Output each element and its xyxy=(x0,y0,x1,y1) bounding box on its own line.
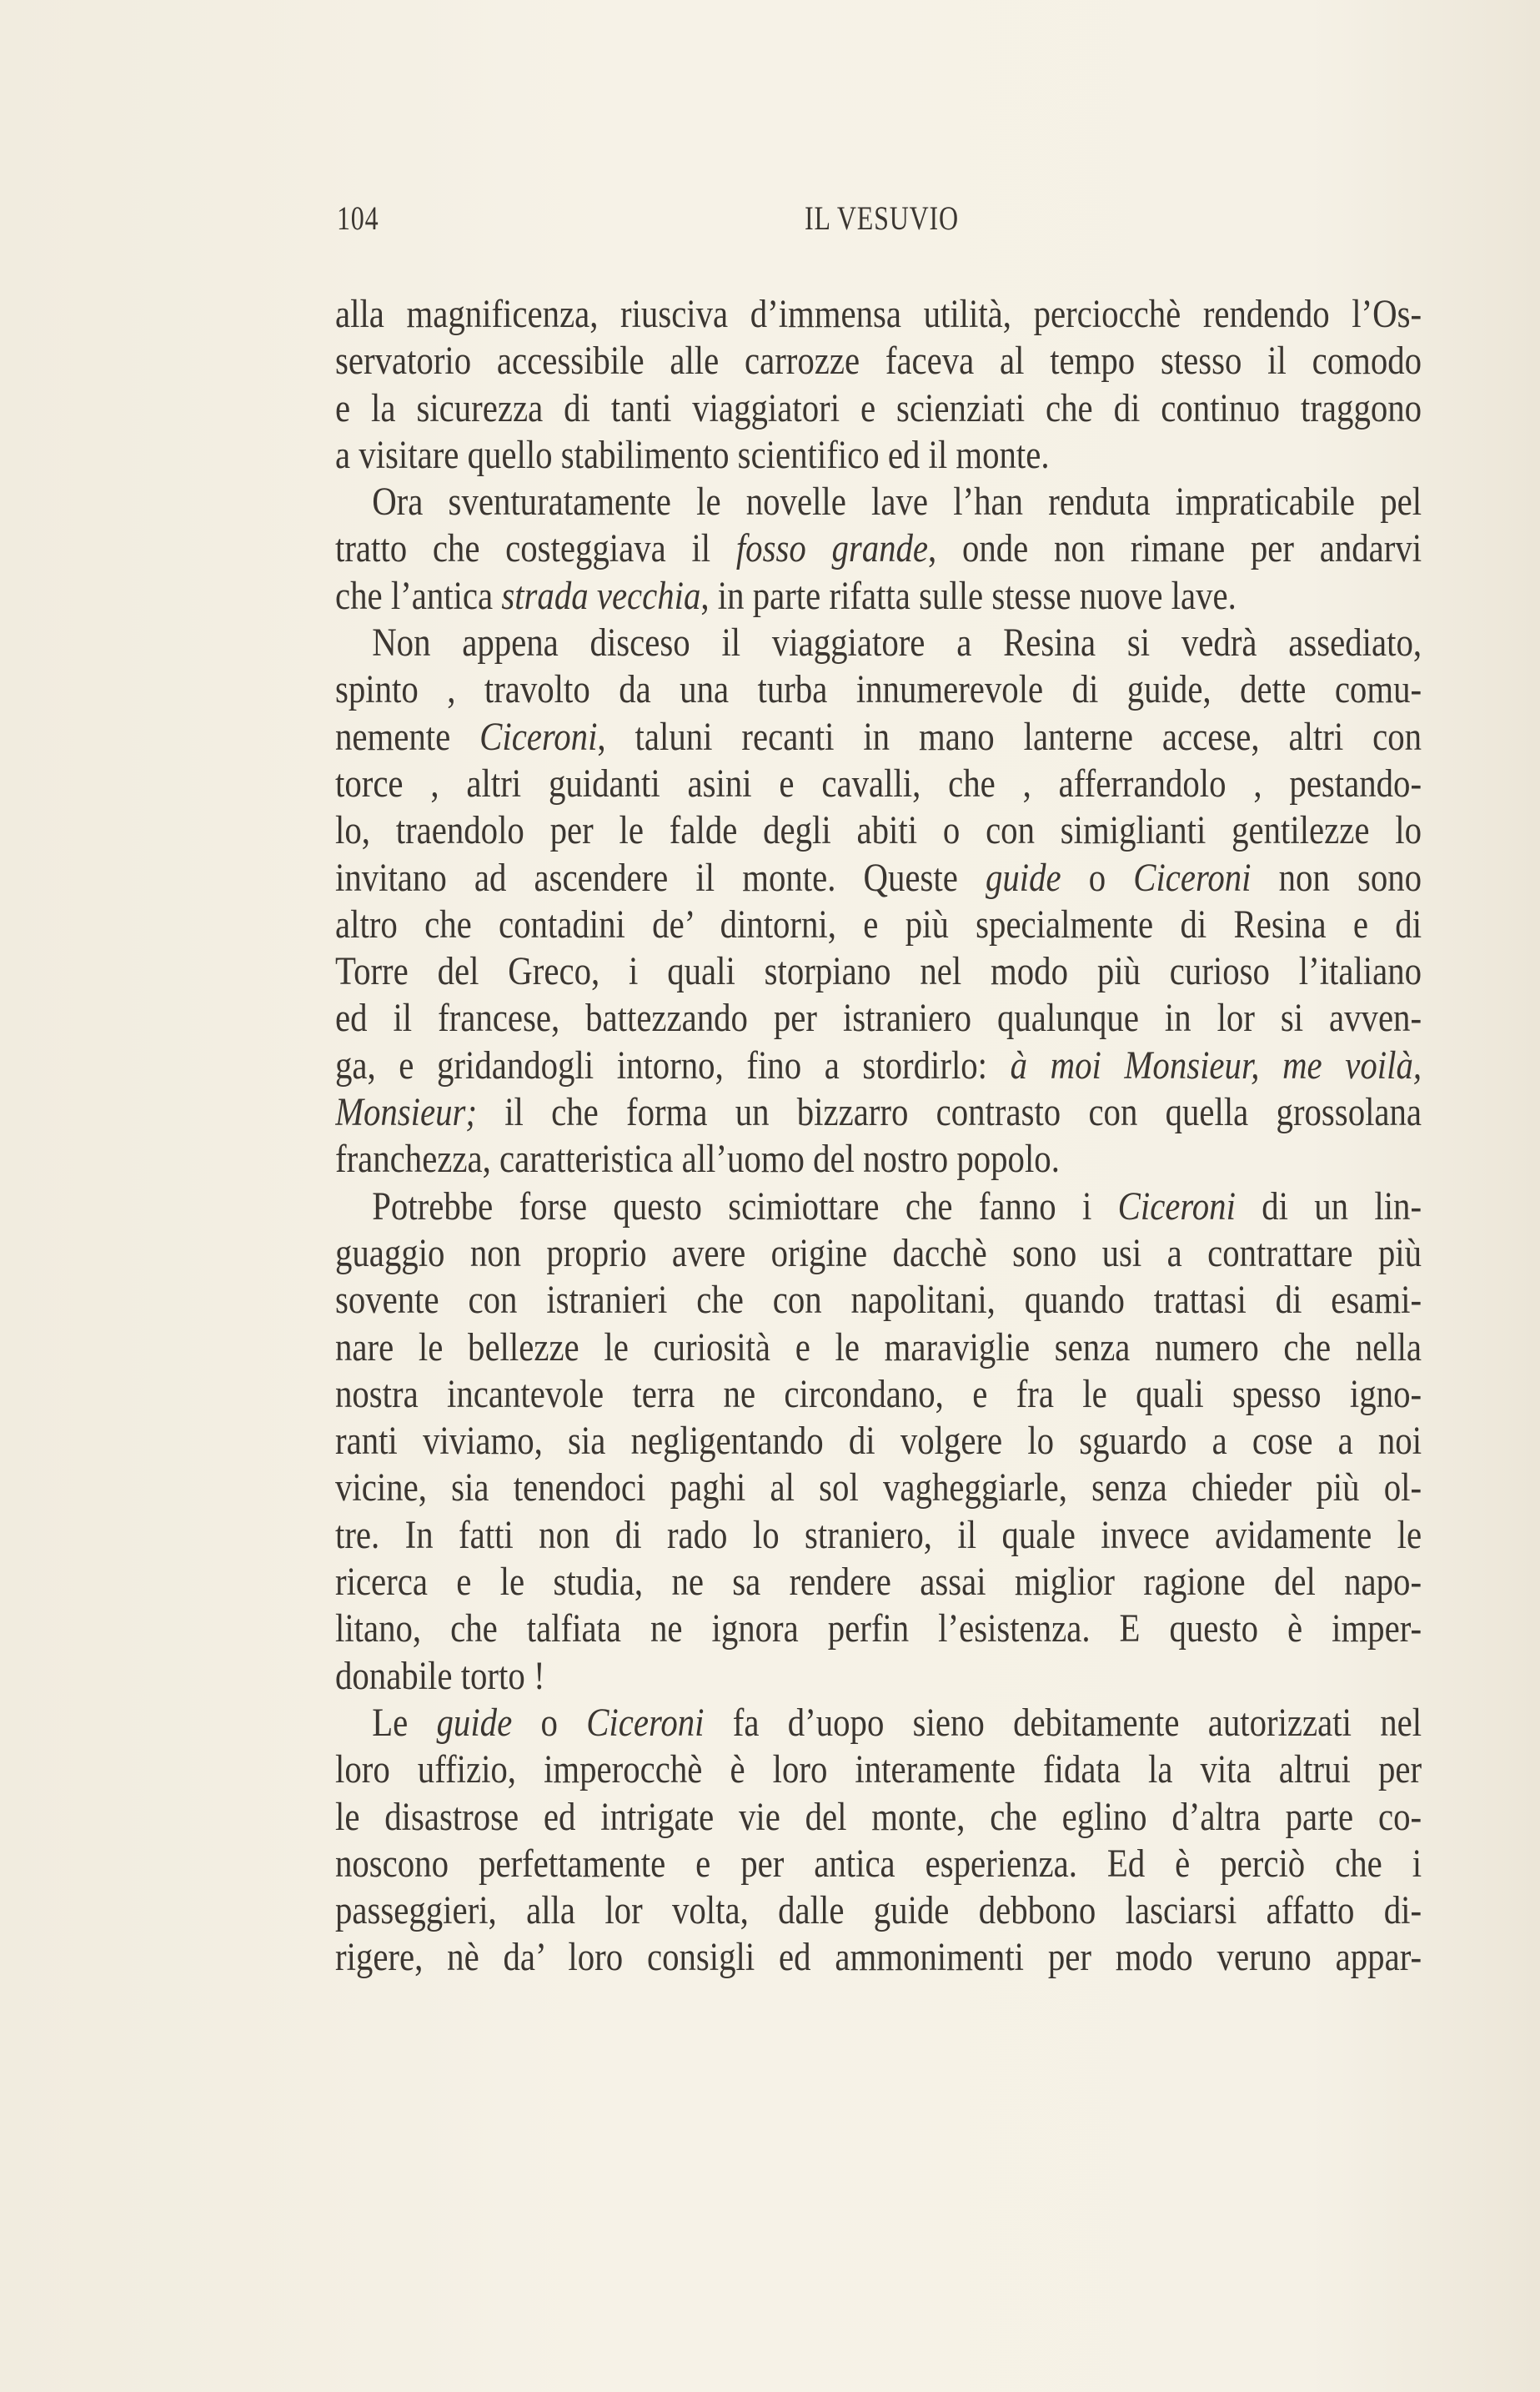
text-segment: le disastrose ed intrigate vie del monte, che eglino d’altra parte co- xyxy=(335,1794,1422,1839)
text-segment: Le xyxy=(372,1700,437,1745)
text-segment: non sono xyxy=(1251,855,1422,900)
text-segment: fa d’uopo sieno debitamente autorizzati nel xyxy=(704,1700,1422,1745)
text-line xyxy=(335,1512,1422,1559)
text-line xyxy=(335,1606,1422,1652)
text-line xyxy=(335,855,1422,902)
italic-text: guide xyxy=(985,855,1061,900)
text-line xyxy=(335,1559,1422,1606)
italic-text: Ciceroni xyxy=(586,1700,705,1745)
text-line xyxy=(335,1183,1422,1230)
text-segment: vicine, sia tenendoci paghi al sol vagheggiarle, senza chieder più ol- xyxy=(335,1465,1422,1510)
text-line xyxy=(335,620,1422,666)
text-segment: ed il francese, battezzando per istraniero qualunque in lor si avven- xyxy=(335,996,1422,1041)
text-line xyxy=(335,714,1422,761)
text-segment: loro uffizio, imperocchè è loro interamente fidata la vita altrui per xyxy=(335,1747,1422,1792)
text-segment: franchezza, caratteristica all’uomo del nostro popolo. xyxy=(335,1137,1060,1182)
text-segment: ga, e gridandogli intorno, fino a stordirlo: xyxy=(335,1043,1011,1088)
text-segment: guaggio non proprio avere origine dacchè sono usi a contrattare più xyxy=(335,1230,1422,1275)
text-segment: servatorio accessibile alle carrozze faceva al tempo stesso il comodo xyxy=(335,339,1422,384)
text-segment: Ora sventuratamente le novelle lave l’han renduta impraticabile pel xyxy=(372,480,1422,525)
text-segment: , onde non rimane per andarvi xyxy=(928,526,1422,571)
text-segment: , taluni recanti in mano lanterne accese, altri con xyxy=(597,714,1422,759)
text-line xyxy=(335,948,1422,995)
text-line xyxy=(335,807,1422,854)
italic-text: strada vecchia xyxy=(501,573,701,618)
italic-text: Ciceroni xyxy=(1117,1183,1236,1229)
text-segment: alla magnificenza, riusciva d’immensa utilità, perciocchè rendendo l’Os- xyxy=(335,292,1422,336)
text-segment: ranti viviamo, sia negligentando di volgere lo sguardo a cose a noi xyxy=(335,1419,1422,1464)
text-segment: , in parte rifatta sulle stesse nuove lave. xyxy=(700,573,1237,618)
text-segment: che l’antica xyxy=(335,573,502,618)
text-line xyxy=(335,1841,1422,1887)
text-segment: di un lin- xyxy=(1235,1183,1422,1229)
italic-text: Ciceroni xyxy=(1133,855,1252,900)
text-line xyxy=(335,1371,1422,1418)
text-line xyxy=(335,1043,1422,1089)
text-line xyxy=(335,1700,1422,1746)
text-segment: invitano ad ascendere il monte. Queste xyxy=(335,855,986,900)
text-segment: passeggieri, alla lor volta, dalle guide debbono lasciarsi affatto di- xyxy=(335,1888,1422,1933)
text-segment: rigere, nè da’ loro consigli ed ammonimenti per modo veruno appar- xyxy=(335,1935,1422,1980)
text-segment: noscono perfettamente e per antica esperienza. Ed è perciò che i xyxy=(335,1841,1422,1886)
text-segment: Non appena disceso il viaggiatore a Resina si vedrà assediato, xyxy=(372,621,1422,666)
italic-text: à moi Monsieur, me voilà, xyxy=(1010,1043,1422,1088)
text-line xyxy=(335,479,1422,525)
text-line xyxy=(335,385,1422,432)
text-line xyxy=(335,525,1422,572)
text-segment: nemente xyxy=(335,714,480,759)
text-segment: a visitare quello stabilimento scientifico ed il monte. xyxy=(335,432,1050,477)
text-line xyxy=(335,1934,1422,1981)
text-segment: sovente con istranieri che con napolitani, quando trattasi di esami- xyxy=(335,1278,1422,1323)
italic-text: Monsieur; xyxy=(335,1090,477,1135)
text-line xyxy=(335,761,1422,807)
text-line xyxy=(335,1089,1422,1136)
text-line xyxy=(335,432,1422,479)
text-line xyxy=(335,338,1422,384)
text-segment: o xyxy=(1061,855,1134,900)
text-segment: tre. In fatti non di rado lo straniero, il quale invece avidamente le xyxy=(335,1512,1422,1557)
text-line xyxy=(335,666,1422,713)
text-segment: il che forma un bizzarro contrasto con quella grossolana xyxy=(476,1090,1422,1135)
text-segment: e la sicurezza di tanti viaggiatori e scienziati che di continuo traggono xyxy=(335,385,1422,430)
text-segment: donabile torto ! xyxy=(335,1653,545,1698)
text-line xyxy=(335,573,1422,620)
text-line xyxy=(335,1653,1422,1700)
text-segment: o xyxy=(512,1700,587,1745)
text-segment: altro che contadini de’ dintorni, e più specialmente di Resina e di xyxy=(335,902,1422,947)
text-segment: Potrebbe forse questo scimiottare che fanno i xyxy=(372,1183,1118,1229)
text-line xyxy=(335,1465,1422,1511)
body-text xyxy=(335,291,1422,1982)
text-segment: nare le bellezze le curiosità e le maraviglie senza numero che nella xyxy=(335,1324,1422,1369)
text-segment: nostra incantevole terra ne circondano, e fra le quali spesso igno- xyxy=(335,1371,1422,1416)
text-line xyxy=(335,1277,1422,1324)
text-line xyxy=(335,291,1422,338)
italic-text: fosso grande xyxy=(735,526,929,571)
text-line xyxy=(335,1136,1422,1183)
text-line xyxy=(335,1230,1422,1277)
text-segment: Torre del Greco, i quali storpiano nel modo più curioso l’italiano xyxy=(335,949,1422,994)
text-line xyxy=(335,1794,1422,1841)
text-line xyxy=(335,1887,1422,1934)
text-segment: lo, traendolo per le falde degli abiti o con simiglianti gentilezze lo xyxy=(335,808,1422,853)
text-line xyxy=(335,1324,1422,1371)
text-segment: litano, che talfiata ne ignora perfin l’esistenza. E questo è imper- xyxy=(335,1606,1422,1651)
running-title: IL VESUVIO xyxy=(805,199,959,237)
text-segment: spinto , travolto da una turba innumerevole di guide, dette comu- xyxy=(335,667,1422,712)
text-line xyxy=(335,902,1422,948)
italic-text: guide xyxy=(436,1700,513,1745)
text-line xyxy=(335,995,1422,1042)
text-segment: torce , altri guidanti asini e cavalli, che , afferrandolo , pestando- xyxy=(335,761,1422,806)
text-segment: tratto che costeggiava il xyxy=(335,526,736,571)
text-segment: ricerca e le studia, ne sa rendere assai miglior ragione del napo- xyxy=(335,1560,1422,1605)
page-number: 104 xyxy=(337,199,379,237)
text-line xyxy=(335,1746,1422,1793)
text-line xyxy=(335,1418,1422,1465)
italic-text: Ciceroni xyxy=(479,714,598,759)
